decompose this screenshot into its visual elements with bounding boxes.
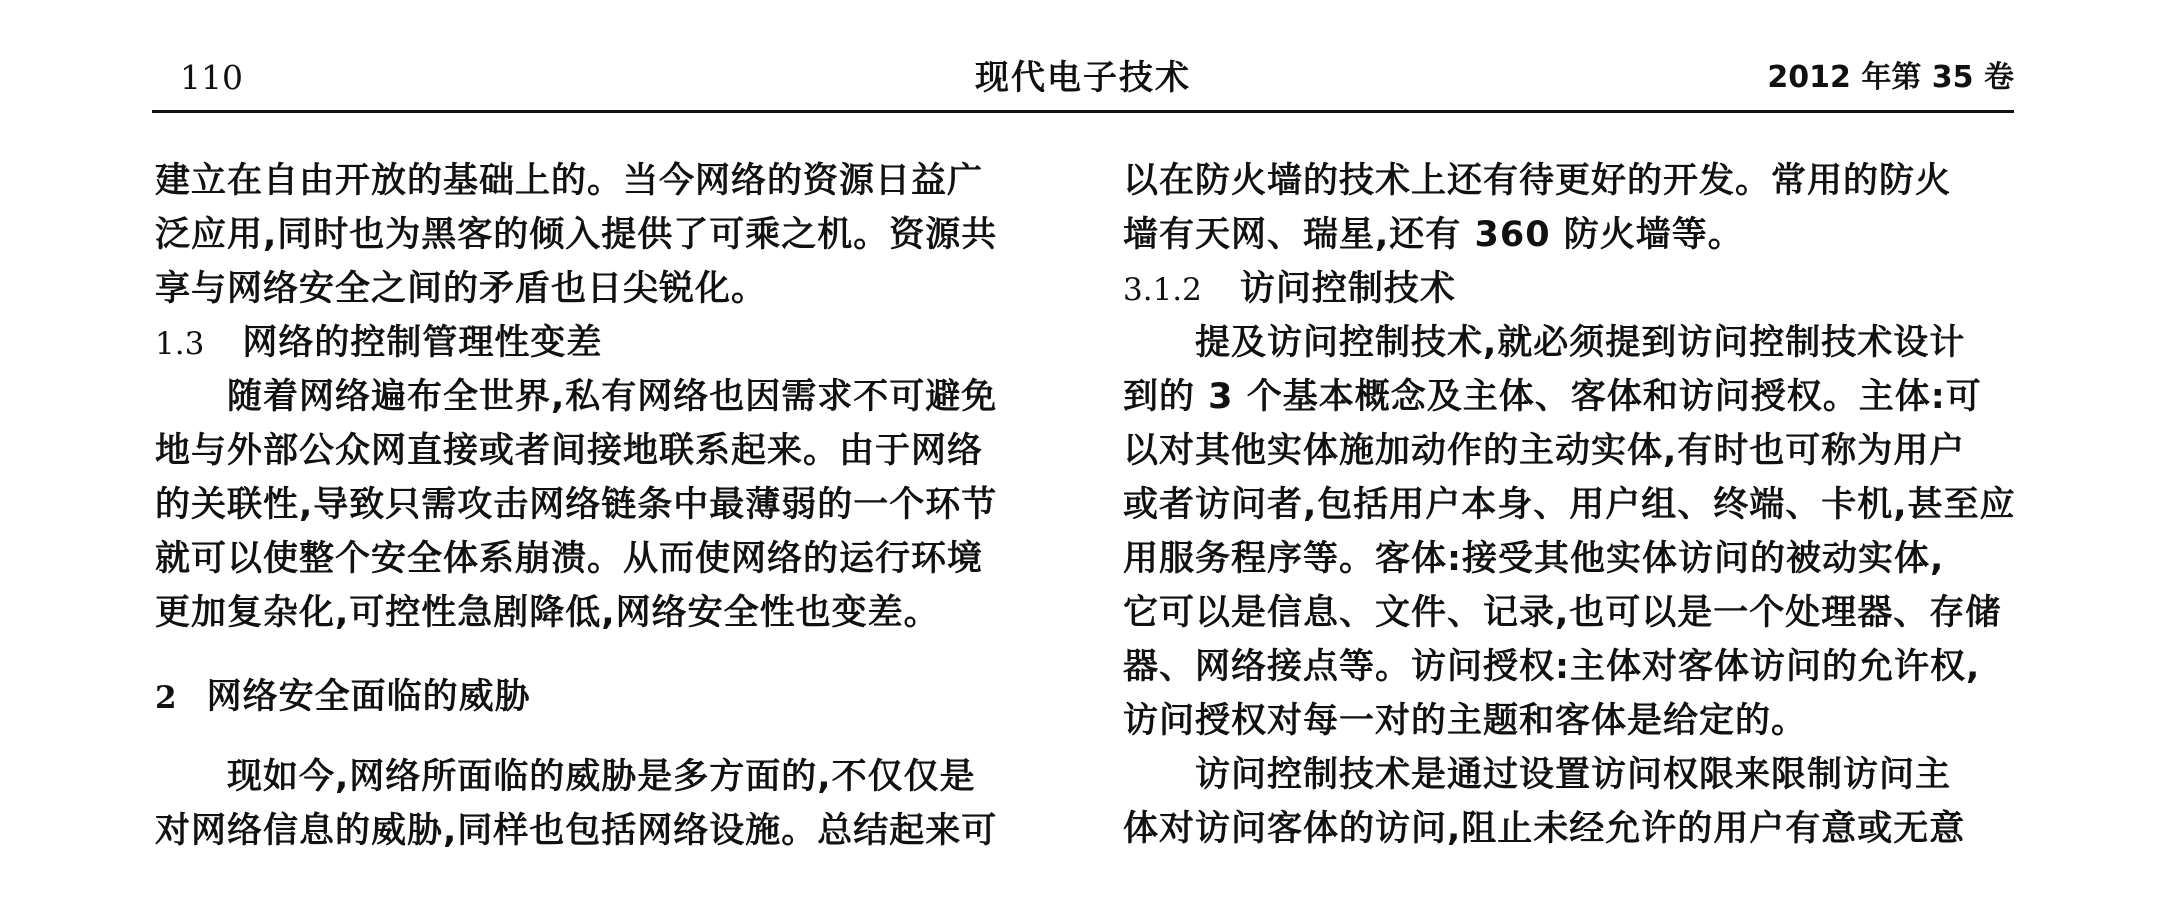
text-line: 访问控制技术是通过设置访问权限来限制访问主 — [1195, 755, 1952, 795]
section-number: 3.1.2 — [1123, 272, 1202, 308]
text-line: 现如今,网络所面临的威胁是多方面的,不仅仅是 — [227, 757, 976, 797]
text-line: 泛应用,同时也为黑客的倾入提供了可乘之机。资源共 — [155, 215, 998, 255]
text-line: 的关联性,导致只需攻击网络链条中最薄弱的一个环节 — [155, 485, 998, 525]
section-heading-1-3 — [155, 316, 1050, 370]
journal-title: 现代电子技术 — [975, 58, 1191, 98]
section-number: 2 — [155, 680, 177, 716]
text-line: 它可以是信息、文件、记录,也可以是一个处理器、存储 — [1123, 593, 2002, 633]
section-title: 网络安全面临的威胁 — [206, 677, 531, 717]
page-header — [152, 46, 2014, 110]
text-line: 访问授权对每一对的主题和客体是给定的。 — [1123, 701, 1808, 741]
text-line: 或者访问者,包括用户本身、用户组、终端、卡机,甚至应 — [1123, 485, 2016, 525]
left-column — [155, 154, 1050, 858]
text-line: 对网络信息的威胁,同样也包括网络设施。总结起来可 — [155, 811, 998, 851]
text-line: 体对访问客体的访问,阻止未经允许的用户有意或无意 — [1123, 809, 1966, 849]
text-line: 以对其他实体施加动作的主动实体,有时也可称为用户 — [1123, 431, 1966, 471]
text-line: 建立在自由开放的基础上的。当今网络的资源日益广 — [155, 161, 984, 201]
text-line: 墙有天网、瑞星,还有 360 防火墙等。 — [1123, 215, 1744, 255]
text-line: 更加复杂化,可控性急剧降低,网络安全性也变差。 — [155, 593, 940, 633]
text-line: 地与外部公众网直接或者间接地联系起来。由于网络 — [155, 431, 984, 471]
text-line: 随着网络遍布全世界,私有网络也因需求不可避免 — [227, 377, 998, 417]
text-line: 享与网络安全之间的矛盾也日尖锐化。 — [155, 269, 768, 309]
text-line: 器、网络接点等。访问授权:主体对客体访问的允许权, — [1123, 647, 1981, 687]
section-spacer — [155, 724, 1050, 750]
right-column — [1123, 154, 2018, 856]
section-heading-3-1-2 — [1123, 262, 2018, 316]
header-rule — [152, 110, 2014, 113]
section-title: 网络的控制管理性变差 — [242, 323, 603, 363]
section-title: 访问控制技术 — [1239, 269, 1456, 309]
page-number: 110 — [180, 58, 243, 97]
text-line: 到的 3 个基本概念及主体、客体和访问授权。主体:可 — [1123, 377, 1982, 417]
text-line: 提及访问控制技术,就必须提到访问控制技术设计 — [1195, 323, 1966, 363]
text-line: 以在防火墙的技术上还有待更好的开发。常用的防火 — [1123, 161, 1952, 201]
section-heading-2 — [155, 670, 1050, 724]
text-line: 用服务程序等。客体:接受其他实体访问的被动实体, — [1123, 539, 1945, 579]
text-line: 就可以使整个安全体系崩溃。从而使网络的运行环境 — [155, 539, 984, 579]
issue-label: 2012 年第 35 卷 — [1767, 60, 2014, 95]
section-spacer — [155, 640, 1050, 670]
section-number: 1.3 — [155, 326, 205, 362]
